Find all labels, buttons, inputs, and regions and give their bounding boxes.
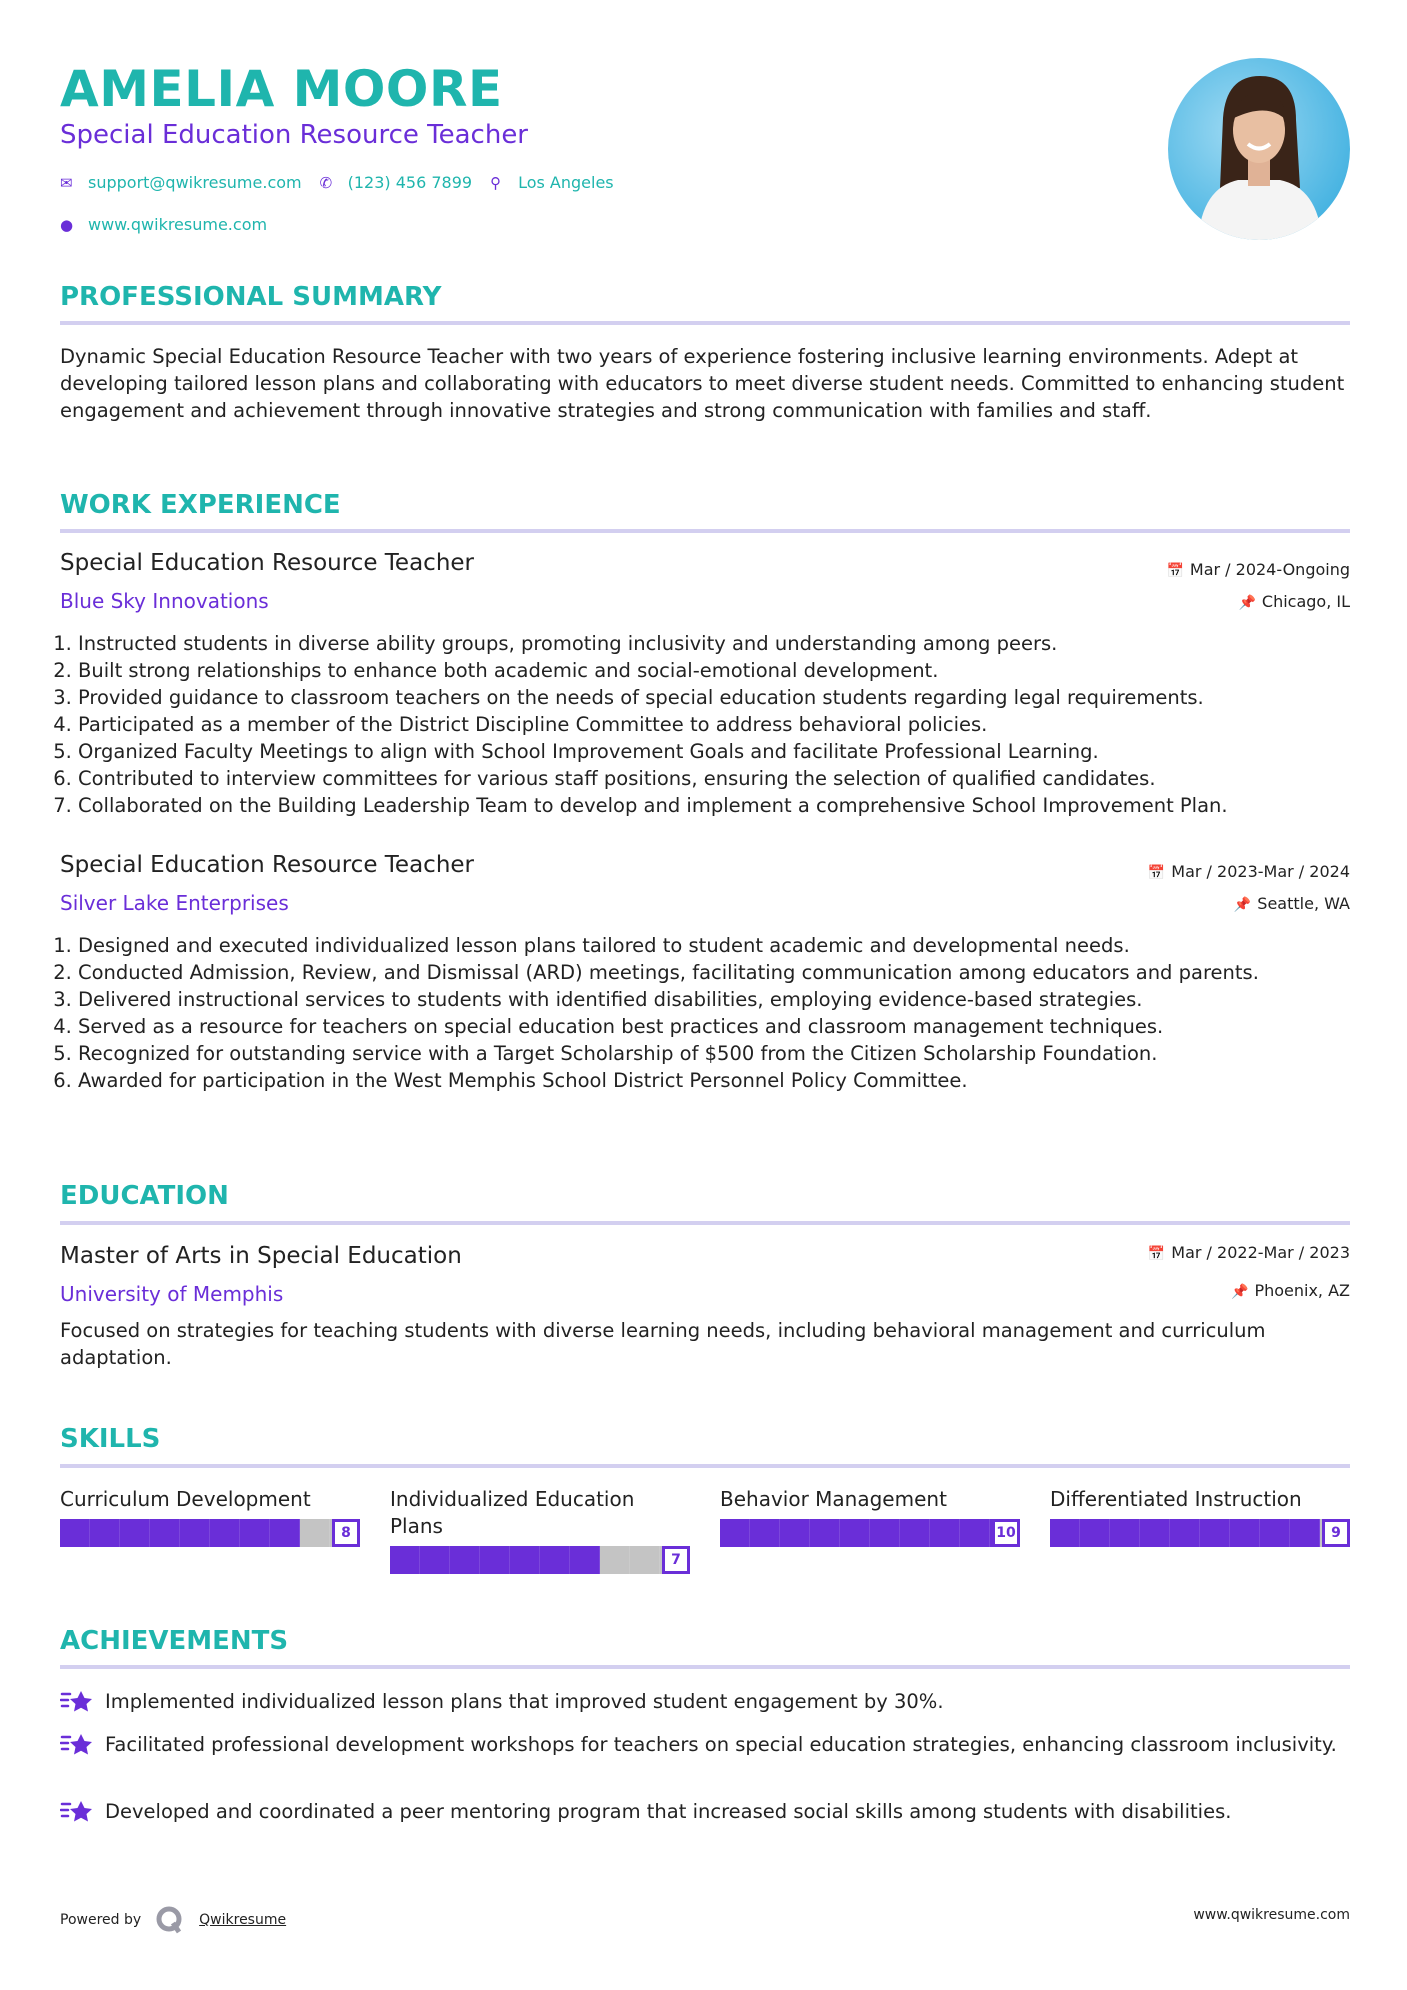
list-item: 5. Recognized for outstanding service with a Target Scholarship of $500 from the Citizen Scholarship Foundation. [78,1040,1368,1067]
skill-score-badge: 9 [1322,1519,1350,1547]
qwikresume-logo-icon [155,1905,185,1935]
list-item: 7. Collaborated on the Building Leadership Team to develop and implement a comprehensive School Improvement Plan. [78,792,1368,819]
skill-name: Individualized Education Plans [390,1487,635,1538]
rating-segment [1080,1519,1110,1547]
school-name: University of Memphis [60,1282,284,1306]
job-dates-text: Mar / 2024-Ongoing [1189,560,1350,579]
rating-segment [630,1546,660,1574]
achievement-item [60,1688,1350,1723]
rating-segment [1290,1519,1320,1547]
location-text: Los Angeles [518,173,614,192]
rating-segment [60,1519,90,1547]
rating-segment [720,1519,750,1547]
skill-name: Differentiated Instruction [1050,1487,1302,1511]
divider [60,321,1350,325]
skill-rating-bar [1050,1519,1350,1547]
rating-segment [300,1519,330,1547]
skill-rating-bar [390,1546,690,1574]
skill-rating-bar [720,1519,1020,1547]
profile-photo [1168,58,1350,240]
rating-segment [930,1519,960,1547]
education-dates-text: Mar / 2022-Mar / 2023 [1171,1243,1350,1262]
calendar-icon: 📅 [1147,865,1166,881]
candidate-name: AMELIA MOORE [60,60,503,118]
rating-segment [600,1546,630,1574]
footer-powered [60,1905,286,1935]
rating-segment [1170,1519,1200,1547]
rating-segment [420,1546,450,1574]
achievement-text: Developed and coordinated a peer mentoring program that increased social skills among students with disabilities. [105,1800,1232,1823]
website-row [60,215,267,234]
divider [60,1464,1350,1468]
website-link[interactable]: www.qwikresume.com [88,215,268,234]
job-location [1234,894,1350,913]
contact-row [60,173,614,192]
rating-segment [840,1519,870,1547]
achievement-item [60,1798,1350,1833]
rating-segment [510,1546,540,1574]
list-item: 6. Contributed to interview committees for various staff positions, ensuring the selection of qualified candidates. [78,765,1368,792]
rating-segment [810,1519,840,1547]
pushpin-icon: 📌 [1238,595,1256,611]
list-item: 1. Instructed students in diverse ability groups, promoting inclusivity and understanding among peers. [78,630,1368,657]
rating-segment [1260,1519,1290,1547]
summary-text: Dynamic Special Education Resource Teacher with two years of experience fostering inclusive learning environments. Adept at developing tailored lesson plans and collaborating with educators to meet diverse student needs. Committed to enhancing student engagement and achievement through innovative strategies and strong communication with families and staff. [60,345,1345,422]
education-location [1231,1281,1350,1300]
divider [60,529,1350,533]
rating-segment [390,1546,420,1574]
skill-item [60,1486,360,1547]
skill-item [720,1486,1020,1547]
job-company: Blue Sky Innovations [60,589,269,613]
job-title: Special Education Resource Teacher [60,852,474,878]
skill-score-badge: 10 [992,1519,1020,1547]
calendar-icon: 📅 [1147,1246,1166,1262]
powered-by-label: Powered by [60,1912,142,1928]
degree-title: Master of Arts in Special Education [60,1243,462,1269]
rating-segment [900,1519,930,1547]
rating-segment [540,1546,570,1574]
star-icon [60,1688,105,1723]
skill-rating-bar [60,1519,360,1547]
list-item: 4. Served as a resource for teachers on special education best practices and classroom management techniques. [78,1013,1368,1040]
list-item: 2. Conducted Admission, Review, and Dismissal (ARD) meetings, facilitating communication among educators and parents. [78,959,1368,986]
skill-score-badge: 8 [332,1519,360,1547]
achievement-item [60,1731,1350,1766]
job-dates-text: Mar / 2023-Mar / 2024 [1171,862,1350,881]
job-bullets [60,630,1368,819]
education-dates [1148,1243,1350,1262]
rating-segment [1140,1519,1170,1547]
rating-segment [180,1519,210,1547]
skills-heading: SKILLS [60,1424,161,1454]
footer-website[interactable]: www.qwikresume.com [1193,1907,1350,1923]
job-dates [1166,560,1350,579]
pushpin-icon: 📌 [1233,897,1252,913]
star-icon [60,1798,105,1833]
rating-segment [90,1519,120,1547]
rating-segment [1230,1519,1260,1547]
list-item: 3. Delivered instructional services to students with identified disabilities, employing evidence-based strategies. [78,986,1368,1013]
phone-icon: ✆ [319,173,333,192]
list-item: 4. Participated as a member of the District Discipline Committee to address behavioral policies. [78,711,1368,738]
rating-segment [270,1519,300,1547]
list-item: 2. Built strong relationships to enhance both academic and social-emotional development. [78,657,1368,684]
rating-segment [780,1519,810,1547]
rating-segment [960,1519,990,1547]
globe-icon: ● [60,215,74,234]
list-item: 6. Awarded for participation in the West Memphis School District Personnel Policy Committee. [78,1067,1368,1094]
education-location-text: Phoenix, AZ [1254,1281,1350,1300]
achievement-text: Implemented individualized lesson plans that improved student engagement by 30%. [105,1690,944,1713]
job-dates [1148,862,1350,881]
rating-segment [120,1519,150,1547]
divider [60,1665,1350,1669]
skill-score-badge: 7 [662,1546,690,1574]
rating-segment [750,1519,780,1547]
email-link[interactable]: support@qwikresume.com [88,173,302,192]
rating-segment [1200,1519,1230,1547]
list-item: 3. Provided guidance to classroom teachers on the needs of special education students regarding legal requirements. [78,684,1368,711]
skill-item [1050,1486,1350,1547]
summary-heading: PROFESSIONAL SUMMARY [60,282,442,312]
education-description: Focused on strategies for teaching students with diverse learning needs, including behavioral management and curriculum adaptation. [60,1319,1266,1369]
rating-segment [210,1519,240,1547]
phone-text: (123) 456 7899 [347,173,473,192]
rating-segment [1110,1519,1140,1547]
job-location [1238,592,1350,611]
rating-segment [480,1546,510,1574]
job-location-text: Chicago, IL [1261,592,1350,611]
rating-segment [870,1519,900,1547]
rating-segment [150,1519,180,1547]
candidate-title: Special Education Resource Teacher [60,120,528,150]
skill-item [390,1486,690,1574]
list-item: 1. Designed and executed individualized lesson plans tailored to student academic and developmental needs. [78,932,1368,959]
education-heading: EDUCATION [60,1181,229,1211]
rating-segment [570,1546,600,1574]
job-company: Silver Lake Enterprises [60,891,289,915]
achievements-heading: ACHIEVEMENTS [60,1626,289,1656]
job-bullets [60,932,1368,1094]
rating-segment [240,1519,270,1547]
pushpin-icon: 📌 [1231,1284,1249,1300]
work-heading: WORK EXPERIENCE [60,490,341,520]
skill-name: Behavior Management [720,1487,947,1511]
achievement-text: Facilitated professional development workshops for teachers on special education strategies, enhancing classroom inclusivity. [105,1733,1337,1756]
job-location-text: Seattle, WA [1257,894,1350,913]
calendar-icon: 📅 [1166,563,1184,579]
skill-name: Curriculum Development [60,1487,311,1511]
envelope-icon: ✉ [60,173,73,192]
map-pin-icon: ⚲ [490,173,502,192]
job-title: Special Education Resource Teacher [60,550,474,576]
list-item: 5. Organized Faculty Meetings to align with School Improvement Goals and facilitate Professional Learning. [78,738,1368,765]
rating-segment [450,1546,480,1574]
qwikresume-link[interactable]: Qwikresume [199,1912,287,1928]
rating-segment [1050,1519,1080,1547]
star-icon [60,1731,105,1766]
divider [60,1221,1350,1225]
